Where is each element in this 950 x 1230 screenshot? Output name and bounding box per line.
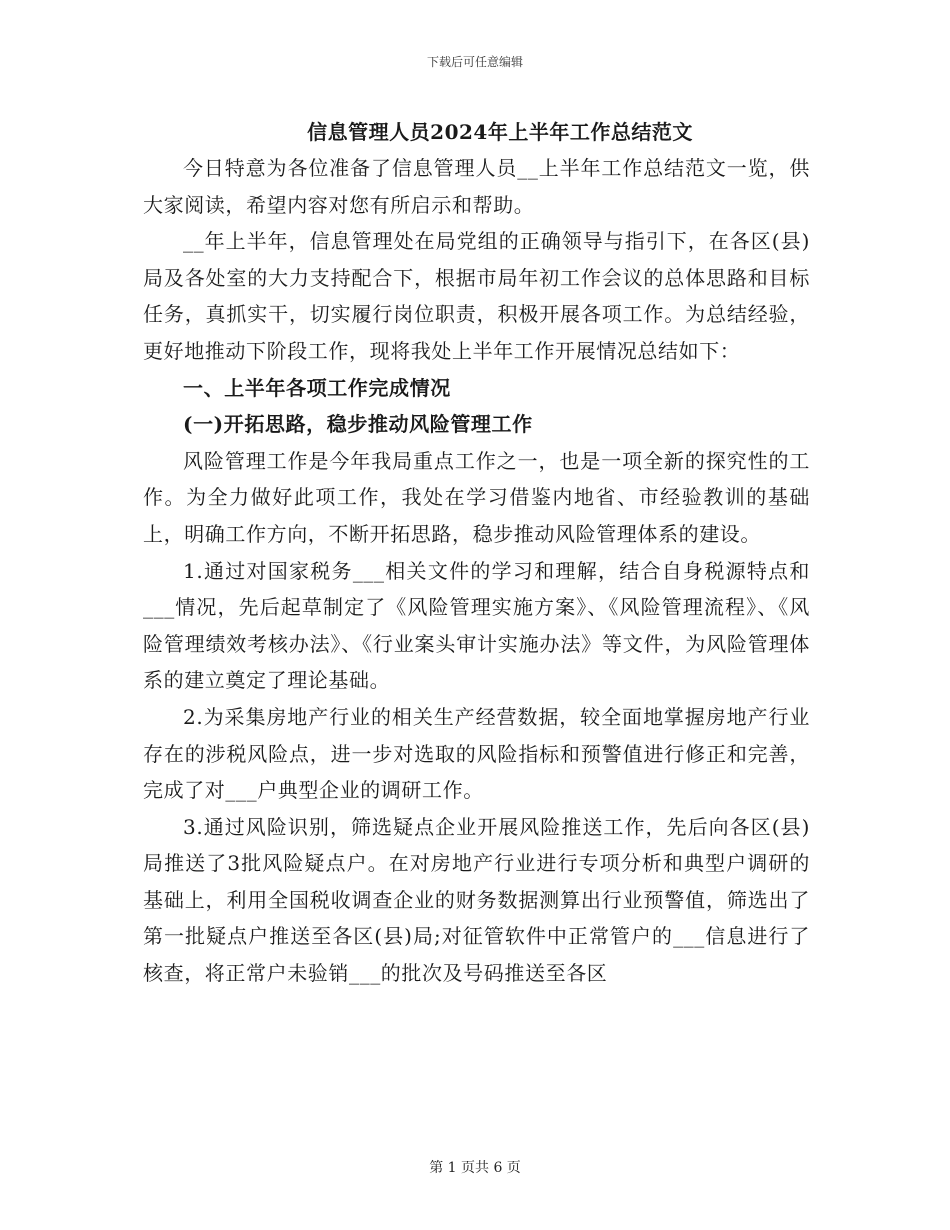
overview-paragraph: __年上半年，信息管理处在局党组的正确领导与指引下，在各区(县)局及各处室的大力支持配合下，根据市局年初工作会议的总体思路和目标任务，真抓实干，切实履行岗位职责，积极开展各项工作。为总结经验，更好地推动下阶段工作，现将我处上半年工作开展情况总结如下： xyxy=(143,229,810,363)
header-note: 下载后可任意编辑 xyxy=(426,55,523,69)
section-heading: 一、上半年各项工作完成情况 xyxy=(183,375,451,400)
subsection-heading: (一)开拓思路，稳步推动风险管理工作 xyxy=(183,412,533,437)
item-2-paragraph: 2.为采集房地产行业的相关生产经营数据，较全面地掌握房地产行业存在的涉税风险点，进一步对选取的风险指标和预警值进行修正和完善，完成了对___户典型企业的调研工作。 xyxy=(143,704,810,803)
intro-paragraph: 今日特意为各位准备了信息管理人员__上半年工作总结范文一览，供大家阅读，希望内容对您有所启示和帮助。 xyxy=(143,156,810,217)
document-title: 信息管理人员2024年上半年工作总结范文 xyxy=(307,120,693,144)
page-footer: 第 1 页共 6 页 xyxy=(429,1160,521,1176)
item-3-paragraph: 3.通过风险识别，筛选疑点企业开展风险推送工作，先后向各区(县)局推送了3批风险疑点户。在对房地产行业进行专项分析和典型户调研的基础上，利用全国税收调查企业的财务数据测算出行业预警值，筛选出了第一批疑点户推送至各区(县)局;对征管软件中正常管户的___信息进行了核查，将正常户未验销___的批次及号码推送至各区 xyxy=(143,814,810,986)
item-1-paragraph: 1.通过对国家税务___相关文件的学习和理解，结合自身税源特点和___情况，先后起草制定了《风险管理实施方案》、《风险管理流程》、《风险管理绩效考核办法》、《行业案头审计实施办法》等文件，为风险管理体系的建立奠定了理论基础。 xyxy=(143,558,810,693)
document-body xyxy=(143,150,810,992)
risk-management-paragraph: 风险管理工作是今年我局重点工作之一，也是一项全新的探究性的工作。为全力做好此项工作，我处在学习借鉴内地省、市经验教训的基础上，明确工作方向，不断开拓思路，稳步推动风险管理体系的建设。 xyxy=(143,448,810,546)
